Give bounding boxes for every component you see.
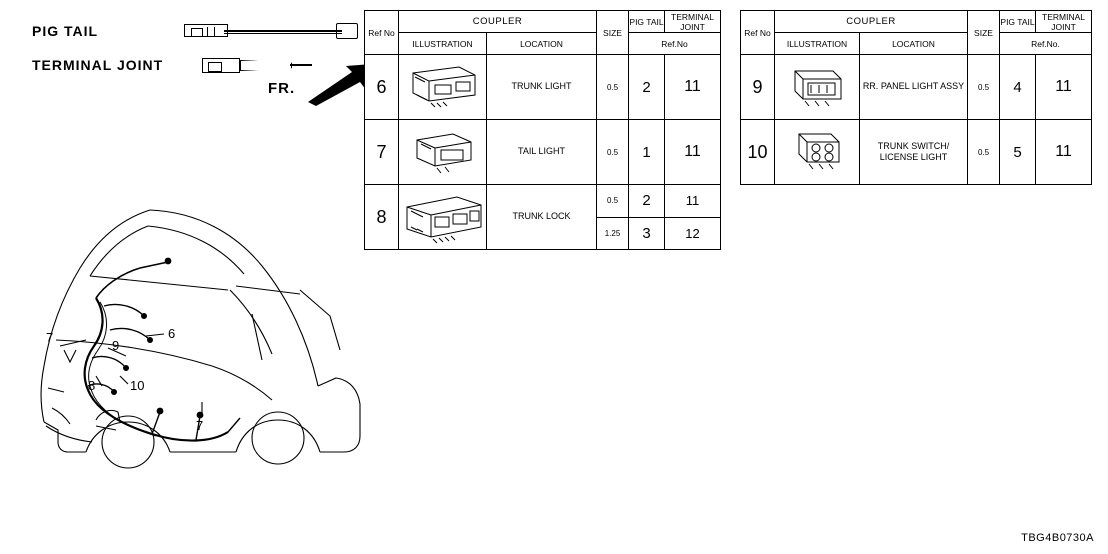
- cell-size: 0.5: [968, 55, 1000, 120]
- cell-size: 0.5: [597, 120, 629, 185]
- header-terminal-joint: TERMINAL JOINT: [665, 11, 721, 33]
- legend-row-pig-tail: [32, 14, 362, 48]
- pig-tail-wire-shadow-icon: [224, 33, 342, 34]
- terminal-joint-body-icon: [202, 58, 240, 73]
- callout-7-bottom: 7: [196, 418, 204, 433]
- cell-ref-no: 8: [365, 185, 399, 250]
- cell-size: 0.5: [597, 185, 629, 218]
- vehicle-outline-icon: [0, 190, 370, 510]
- cell-size: 0.5: [597, 55, 629, 120]
- pig-tail-cap-icon: [336, 23, 358, 39]
- connector-square-icon: [775, 55, 859, 119]
- cell-pig-tail: 2: [629, 55, 665, 120]
- connector-round-4p-icon: [775, 120, 859, 184]
- left-coupler-table-wrapper: [364, 10, 721, 250]
- legend-label-pig-tail: PIG TAIL: [32, 23, 99, 39]
- cell-size: 1.25: [597, 217, 629, 250]
- cell-illustration: [399, 120, 487, 185]
- orientation-indicator: [268, 62, 378, 106]
- cell-pig-tail: 2: [629, 185, 665, 218]
- cell-terminal-joint: 12: [665, 217, 721, 250]
- cell-terminal-joint: 11: [665, 185, 721, 218]
- cell-pig-tail: 3: [629, 217, 665, 250]
- left-coupler-table: [364, 10, 721, 250]
- header-terminal-joint: TERMINAL JOINT: [1036, 11, 1092, 33]
- table-row: [365, 185, 721, 218]
- table-header-row-2: [365, 33, 721, 55]
- header-location: LOCATION: [860, 33, 968, 55]
- cell-illustration: [399, 185, 487, 250]
- cell-terminal-joint: 11: [1036, 55, 1092, 120]
- header-ref-no: Ref No: [365, 11, 399, 55]
- header-coupler: COUPLER: [399, 11, 597, 33]
- cell-terminal-joint: 11: [1036, 120, 1092, 185]
- pig-tail-terminal-icon: [184, 24, 228, 37]
- table-row: [741, 120, 1092, 185]
- connector-wide-icon: [401, 185, 485, 249]
- table-row: [365, 120, 721, 185]
- header-illustration: ILLUSTRATION: [399, 33, 487, 55]
- header-ref-no-span: Ref.No.: [1000, 33, 1092, 55]
- table-header-row-2: [741, 33, 1092, 55]
- pig-tail-wire-icon: [224, 30, 342, 32]
- callout-9: 9: [112, 338, 120, 353]
- header-illustration: ILLUSTRATION: [775, 33, 860, 55]
- cell-terminal-joint: 11: [665, 55, 721, 120]
- cell-ref-no: 6: [365, 55, 399, 120]
- callout-6: 6: [168, 326, 176, 341]
- connector-small-icon: [401, 120, 485, 184]
- cell-ref-no: 7: [365, 120, 399, 185]
- callout-8: 8: [88, 378, 96, 393]
- cell-location: RR. PANEL LIGHT ASSY: [860, 55, 968, 120]
- cell-ref-no: 9: [741, 55, 775, 120]
- right-coupler-table: [740, 10, 1092, 185]
- cell-ref-no: 10: [741, 120, 775, 185]
- header-ref-no-span: Ref.No: [629, 33, 721, 55]
- cell-location: TRUNK LOCK: [487, 185, 597, 250]
- cell-location: TRUNK SWITCH/ LICENSE LIGHT: [860, 120, 968, 185]
- callout-7-left: 7: [46, 330, 54, 345]
- cell-pig-tail: 5: [1000, 120, 1036, 185]
- cell-terminal-joint: 11: [665, 120, 721, 185]
- pig-tail-illustration: [184, 14, 362, 48]
- table-header-row-1: [365, 11, 721, 33]
- header-size: SIZE: [968, 11, 1000, 55]
- table-row: [741, 55, 1092, 120]
- cell-location: TRUNK LIGHT: [487, 55, 597, 120]
- orientation-label: FR.: [268, 80, 296, 97]
- cell-illustration: [775, 120, 860, 185]
- callout-10: 10: [130, 378, 145, 393]
- drawing-code: TBG4B0730A: [1021, 532, 1094, 544]
- header-ref-no: Ref No: [741, 11, 775, 55]
- vehicle-rear-harness-illustration: [0, 190, 370, 510]
- cell-location: TAIL LIGHT: [487, 120, 597, 185]
- header-pig-tail: PIG TAIL: [629, 11, 665, 33]
- header-size: SIZE: [597, 11, 629, 55]
- table-header-row-1: [741, 11, 1092, 33]
- cell-pig-tail: 4: [1000, 55, 1036, 120]
- cell-illustration: [775, 55, 860, 120]
- legend-label-terminal-joint: TERMINAL JOINT: [32, 57, 164, 73]
- header-coupler: COUPLER: [775, 11, 968, 33]
- header-location: LOCATION: [487, 33, 597, 55]
- header-pig-tail: PIG TAIL: [1000, 11, 1036, 33]
- connector-2p-icon: [401, 55, 485, 119]
- table-row: [365, 55, 721, 120]
- cell-illustration: [399, 55, 487, 120]
- cell-size: 0.5: [968, 120, 1000, 185]
- cell-pig-tail: 1: [629, 120, 665, 185]
- right-coupler-table-wrapper: [740, 10, 1092, 185]
